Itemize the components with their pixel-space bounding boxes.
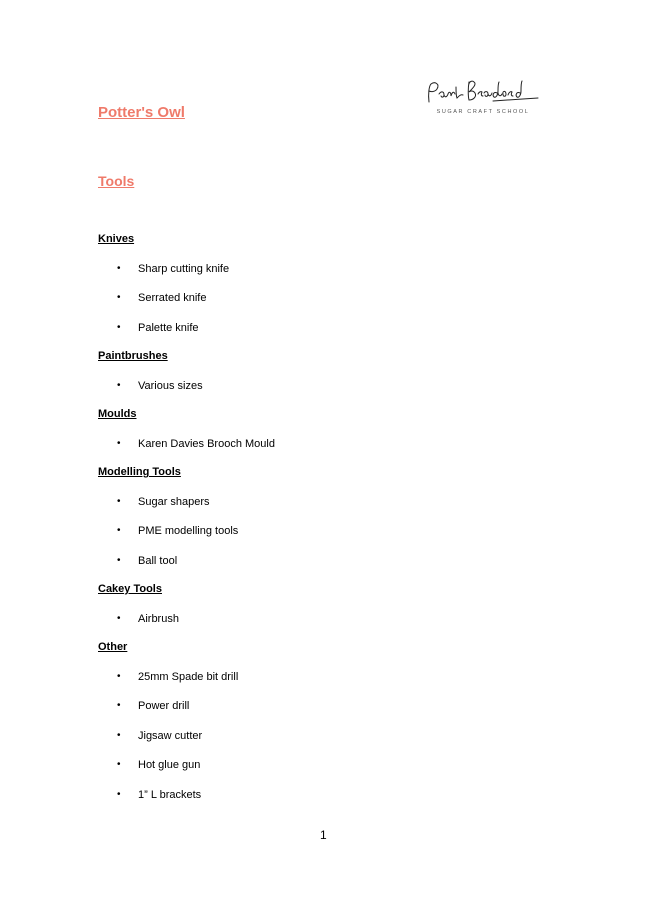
list-item-text: Ball tool [138,555,178,567]
list-item-text: 1” L brackets [138,789,202,801]
heading-paintbrushes: Paintbrushes [98,350,168,362]
paul-bradford-logo [423,78,543,118]
list-item-text: Various sizes [138,380,203,392]
list-item-text: Hot glue gun [138,759,201,771]
heading-modelling-tools: Modelling Tools [98,466,181,478]
bullet-icon: • [117,263,121,274]
document-title: Potter's Owl [98,104,185,121]
bullet-icon: • [117,613,121,624]
page-number: 1 [320,828,327,842]
bullet-icon: • [117,496,121,507]
bullet-icon: • [117,322,121,333]
list-item-text: Palette knife [138,322,199,334]
bullet-icon: • [117,380,121,391]
bullet-icon: • [117,759,121,770]
list-item-text: Jigsaw cutter [138,730,203,742]
list-item-text: Serrated knife [138,292,207,304]
heading-moulds: Moulds [98,408,137,420]
bullet-icon: • [117,700,121,711]
list-item-text: Sharp cutting knife [138,263,230,275]
heading-other: Other [98,641,128,653]
list-item-text: PME modelling tools [138,525,239,537]
heading-cakey-tools: Cakey Tools [98,583,162,595]
list-item-text: Sugar shapers [138,496,210,508]
logo-tagline: SUGAR CRAFT SCHOOL [436,109,530,115]
bullet-icon: • [117,730,121,741]
heading-knives: Knives [98,233,135,245]
list-item-text: Airbrush [138,613,179,625]
signature-logo-icon [423,78,543,110]
bullet-icon: • [117,292,121,303]
bullet-icon: • [117,525,121,536]
list-item-text: 25mm Spade bit drill [138,671,239,683]
bullet-icon: • [117,555,121,566]
section-title-tools: Tools [98,173,135,189]
list-item-text: Karen Davies Brooch Mould [138,438,275,450]
bullet-icon: • [117,789,121,800]
list-item-text: Power drill [138,700,190,712]
bullet-icon: • [117,671,121,682]
bullet-icon: • [117,438,121,449]
